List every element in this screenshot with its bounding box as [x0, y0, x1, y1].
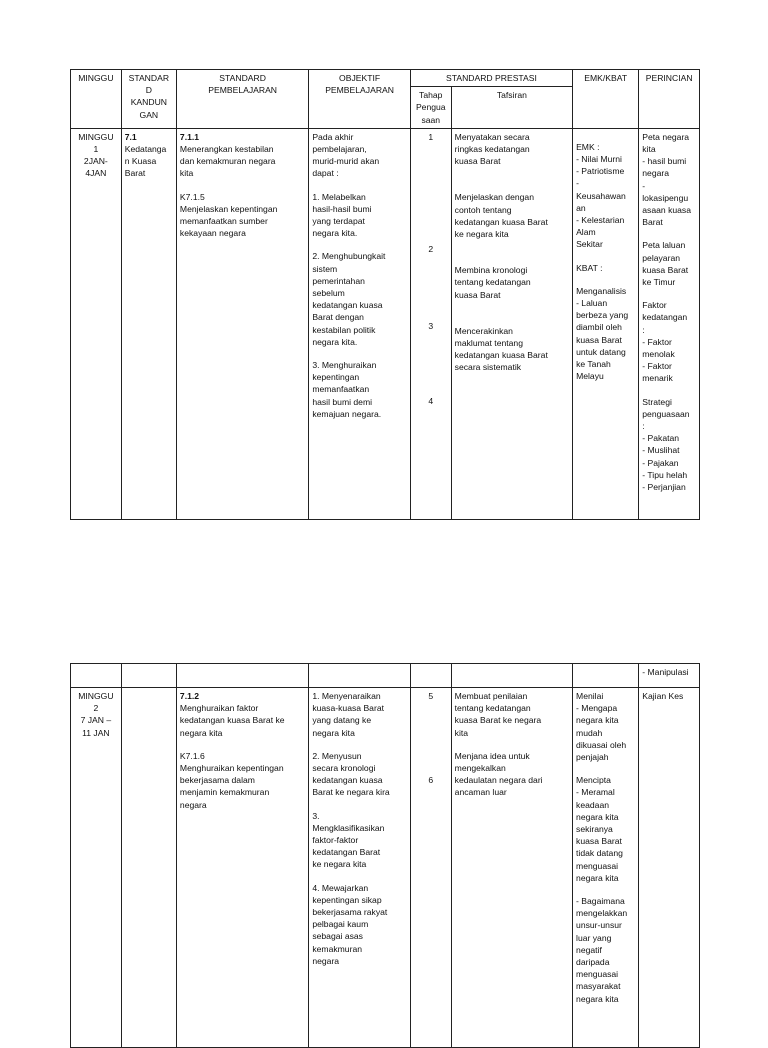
cell-emk-kbat: Menilai - Mengapa negara kita mudah dikuasai oleh penjajah Mencipta - Meramal keadaan negara kita sekiranya kuasa Barat tidak datang menguasai negara kita - Bagaimana mengelakkan unsur-unsur luar yang negatif daripada menguasai masyarakat negara kita [573, 688, 639, 1048]
header-standard-pembelajaran: STANDARD PEMBELAJARAN [176, 70, 308, 129]
cell-standard-pembelajaran: 7.1.2 Menghuraikan faktor kedatangan kuasa Barat ke negara kita K7.1.6 Menghuraikan kepentingan bekerjasama dalam menjamin kemakmuran negara [176, 688, 308, 1048]
rpt-table-page-2 [70, 663, 700, 1048]
header-emk-kbat: EMK/KBAT [573, 70, 639, 129]
cell-objektif: Pada akhir pembelajaran, murid-murid akan dapat : 1. Melabelkan hasil-hasil bumi yang terdapat negara kita. 2. Menghubungkait sistem pemerintahan sebelum kedatangan kuasa Barat dengan kestabilan politik negara kita. 3. Menghuraikan kepentingan memanfaatkan hasil bumi demi kemajuan negara. [309, 128, 411, 519]
cell-minggu: MINGGU 2 7 JAN – 11 JAN [71, 688, 122, 1048]
header-minggu: MINGGU [71, 70, 122, 129]
cell-standard-pembelajaran: 7.1.1 Menerangkan kestabilan dan kemakmuran negara kita K7.1.5 Menjelaskan kepentingan memanfaatkan sumber kekayaan negara [176, 128, 308, 519]
cell-standard-kandungan [121, 688, 176, 1048]
cell-tafsiran: Membuat penilaian tentang kedatangan kuasa Barat ke negara kita Menjana idea untuk mengekalkan kedaulatan negara dari ancaman luar [451, 688, 572, 1048]
cell-perincian-continued: - Manipulasi [639, 664, 700, 688]
cell-tahap: 1 2 3 4 [410, 128, 451, 519]
cell-standard-kandungan: 7.1 Kedatanga n Kuasa Barat [121, 128, 176, 519]
cell-minggu: MINGGU 1 2JAN- 4JAN [71, 128, 122, 519]
header-tafsiran: Tafsiran [451, 87, 572, 129]
cell-perincian: Kajian Kes [639, 688, 700, 1048]
cell-tafsiran: Menyatakan secara ringkas kedatangan kuasa Barat Menjelaskan dengan contoh tentang kedatangan kuasa Barat ke negara kita Membina kronologi tentang kedatangan kuasa Barat Mencerakinkan maklumat tentang kedatangan kuasa Barat secara sistematik [451, 128, 572, 519]
header-tahap: Tahap Pengua saan [410, 87, 451, 129]
header-perincian: PERINCIAN [639, 70, 700, 129]
cell-emk-kbat: EMK : - Nilai Murni - Patriotisme - Keusahawan an - Kelestarian Alam Sekitar KBAT : Menganalisis - Laluan berbeza yang diambil oleh kuasa Barat untuk datang ke Tanah Melayu [573, 128, 639, 519]
rpt-table-page-1 [70, 69, 700, 520]
cell-tahap: 5 6 [410, 688, 451, 1048]
header-standard-prestasi: STANDARD PRESTASI [410, 70, 572, 87]
cell-perincian: Peta negara kita - hasil bumi negara - lokasipengu asaan kuasa Barat Peta laluan pelayaran kuasa Barat ke Timur Faktor kedatangan : - Faktor menolak - Faktor menarik Strategi penguasaan : - Pakatan - Muslihat - Pajakan - Tipu helah - Perjanjian [639, 128, 700, 519]
header-standard-kandungan: STANDAR D KANDUN GAN [121, 70, 176, 129]
header-objektif: OBJEKTIF PEMBELAJARAN [309, 70, 411, 129]
cell-objektif: 1. Menyenaraikan kuasa-kuasa Barat yang datang ke negara kita 2. Menyusun secara kronologi kedatangan kuasa Barat ke negara kira 3. Mengklasifikasikan faktor-faktor kedatangan Barat ke negara kita 4. Mewajarkan kepentingan sikap bekerjasama rakyat pelbagai kaum sebagai asas kemakmuran negara [309, 688, 411, 1048]
